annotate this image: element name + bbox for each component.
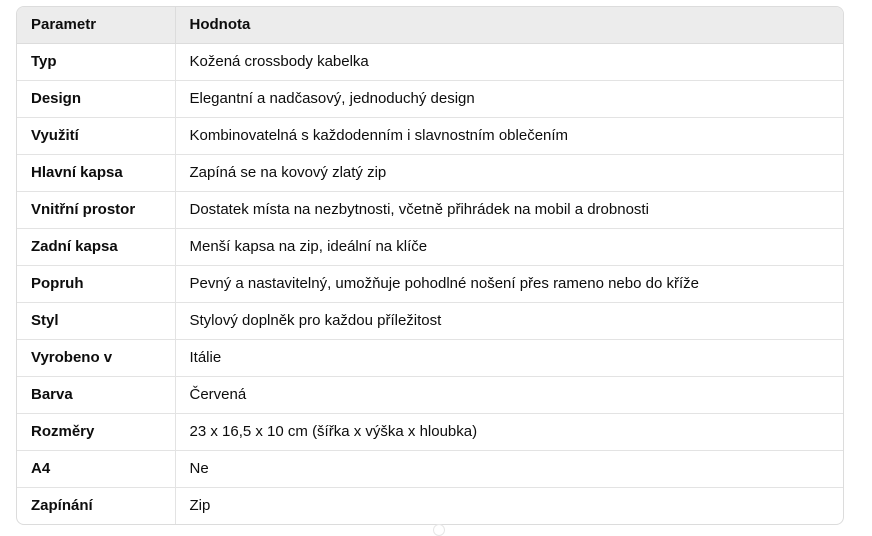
scroll-indicator-icon[interactable] bbox=[433, 524, 445, 536]
row-parameter: Styl bbox=[17, 303, 175, 340]
header-hodnota: Hodnota bbox=[175, 7, 843, 44]
row-parameter: Typ bbox=[17, 44, 175, 81]
table-row bbox=[17, 451, 843, 488]
row-parameter: Využití bbox=[17, 118, 175, 155]
table-row bbox=[17, 44, 843, 81]
row-parameter: A4 bbox=[17, 451, 175, 488]
table-row bbox=[17, 118, 843, 155]
row-value: Pevný a nastavitelný, umožňuje pohodlné nošení přes rameno nebo do kříže bbox=[175, 266, 843, 303]
row-parameter: Barva bbox=[17, 377, 175, 414]
row-value: Kombinovatelná s každodenním i slavnostním oblečením bbox=[175, 118, 843, 155]
row-value: Kožená crossbody kabelka bbox=[189, 53, 369, 70]
row-value: Ne bbox=[175, 451, 843, 488]
parameter-table bbox=[17, 7, 843, 524]
row-value: Itálie bbox=[175, 340, 843, 377]
header-parametr: Parametr bbox=[17, 7, 175, 44]
row-value: Elegantní a nadčasový, jednoduchý design bbox=[175, 81, 843, 118]
row-value: Červená bbox=[175, 377, 843, 414]
table-row bbox=[17, 340, 843, 377]
parameter-table-container bbox=[16, 6, 844, 525]
row-value: Dostatek místa na nezbytnosti, včetně přihrádek na mobil a drobnosti bbox=[175, 192, 843, 229]
row-parameter: Hlavní kapsa bbox=[17, 155, 175, 192]
row-parameter: Popruh bbox=[17, 266, 175, 303]
row-parameter: Design bbox=[17, 81, 175, 118]
row-parameter: Rozměry bbox=[17, 414, 175, 451]
row-value: Menší kapsa na zip, ideální na klíče bbox=[175, 229, 843, 266]
table-row bbox=[17, 414, 843, 451]
table-row bbox=[17, 81, 843, 118]
row-value: 23 x 16,5 x 10 cm (šířka x výška x hloubka) bbox=[175, 414, 843, 451]
row-parameter: Zadní kapsa bbox=[17, 229, 175, 266]
row-parameter: Vyrobeno v bbox=[17, 340, 175, 377]
table-row bbox=[17, 377, 843, 414]
table-row bbox=[17, 155, 843, 192]
row-value: Zapíná se na kovový zlatý zip bbox=[175, 155, 843, 192]
row-parameter: Vnitřní prostor bbox=[17, 192, 175, 229]
row-parameter: Zapínání bbox=[17, 488, 175, 525]
table-row bbox=[17, 192, 843, 229]
table-row bbox=[17, 303, 843, 340]
table-row bbox=[17, 266, 843, 303]
row-value: Stylový doplněk pro každou příležitost bbox=[175, 303, 843, 340]
row-value: Zip bbox=[175, 488, 843, 525]
table-row bbox=[17, 488, 843, 525]
table-header-row bbox=[17, 7, 843, 44]
table-row bbox=[17, 229, 843, 266]
